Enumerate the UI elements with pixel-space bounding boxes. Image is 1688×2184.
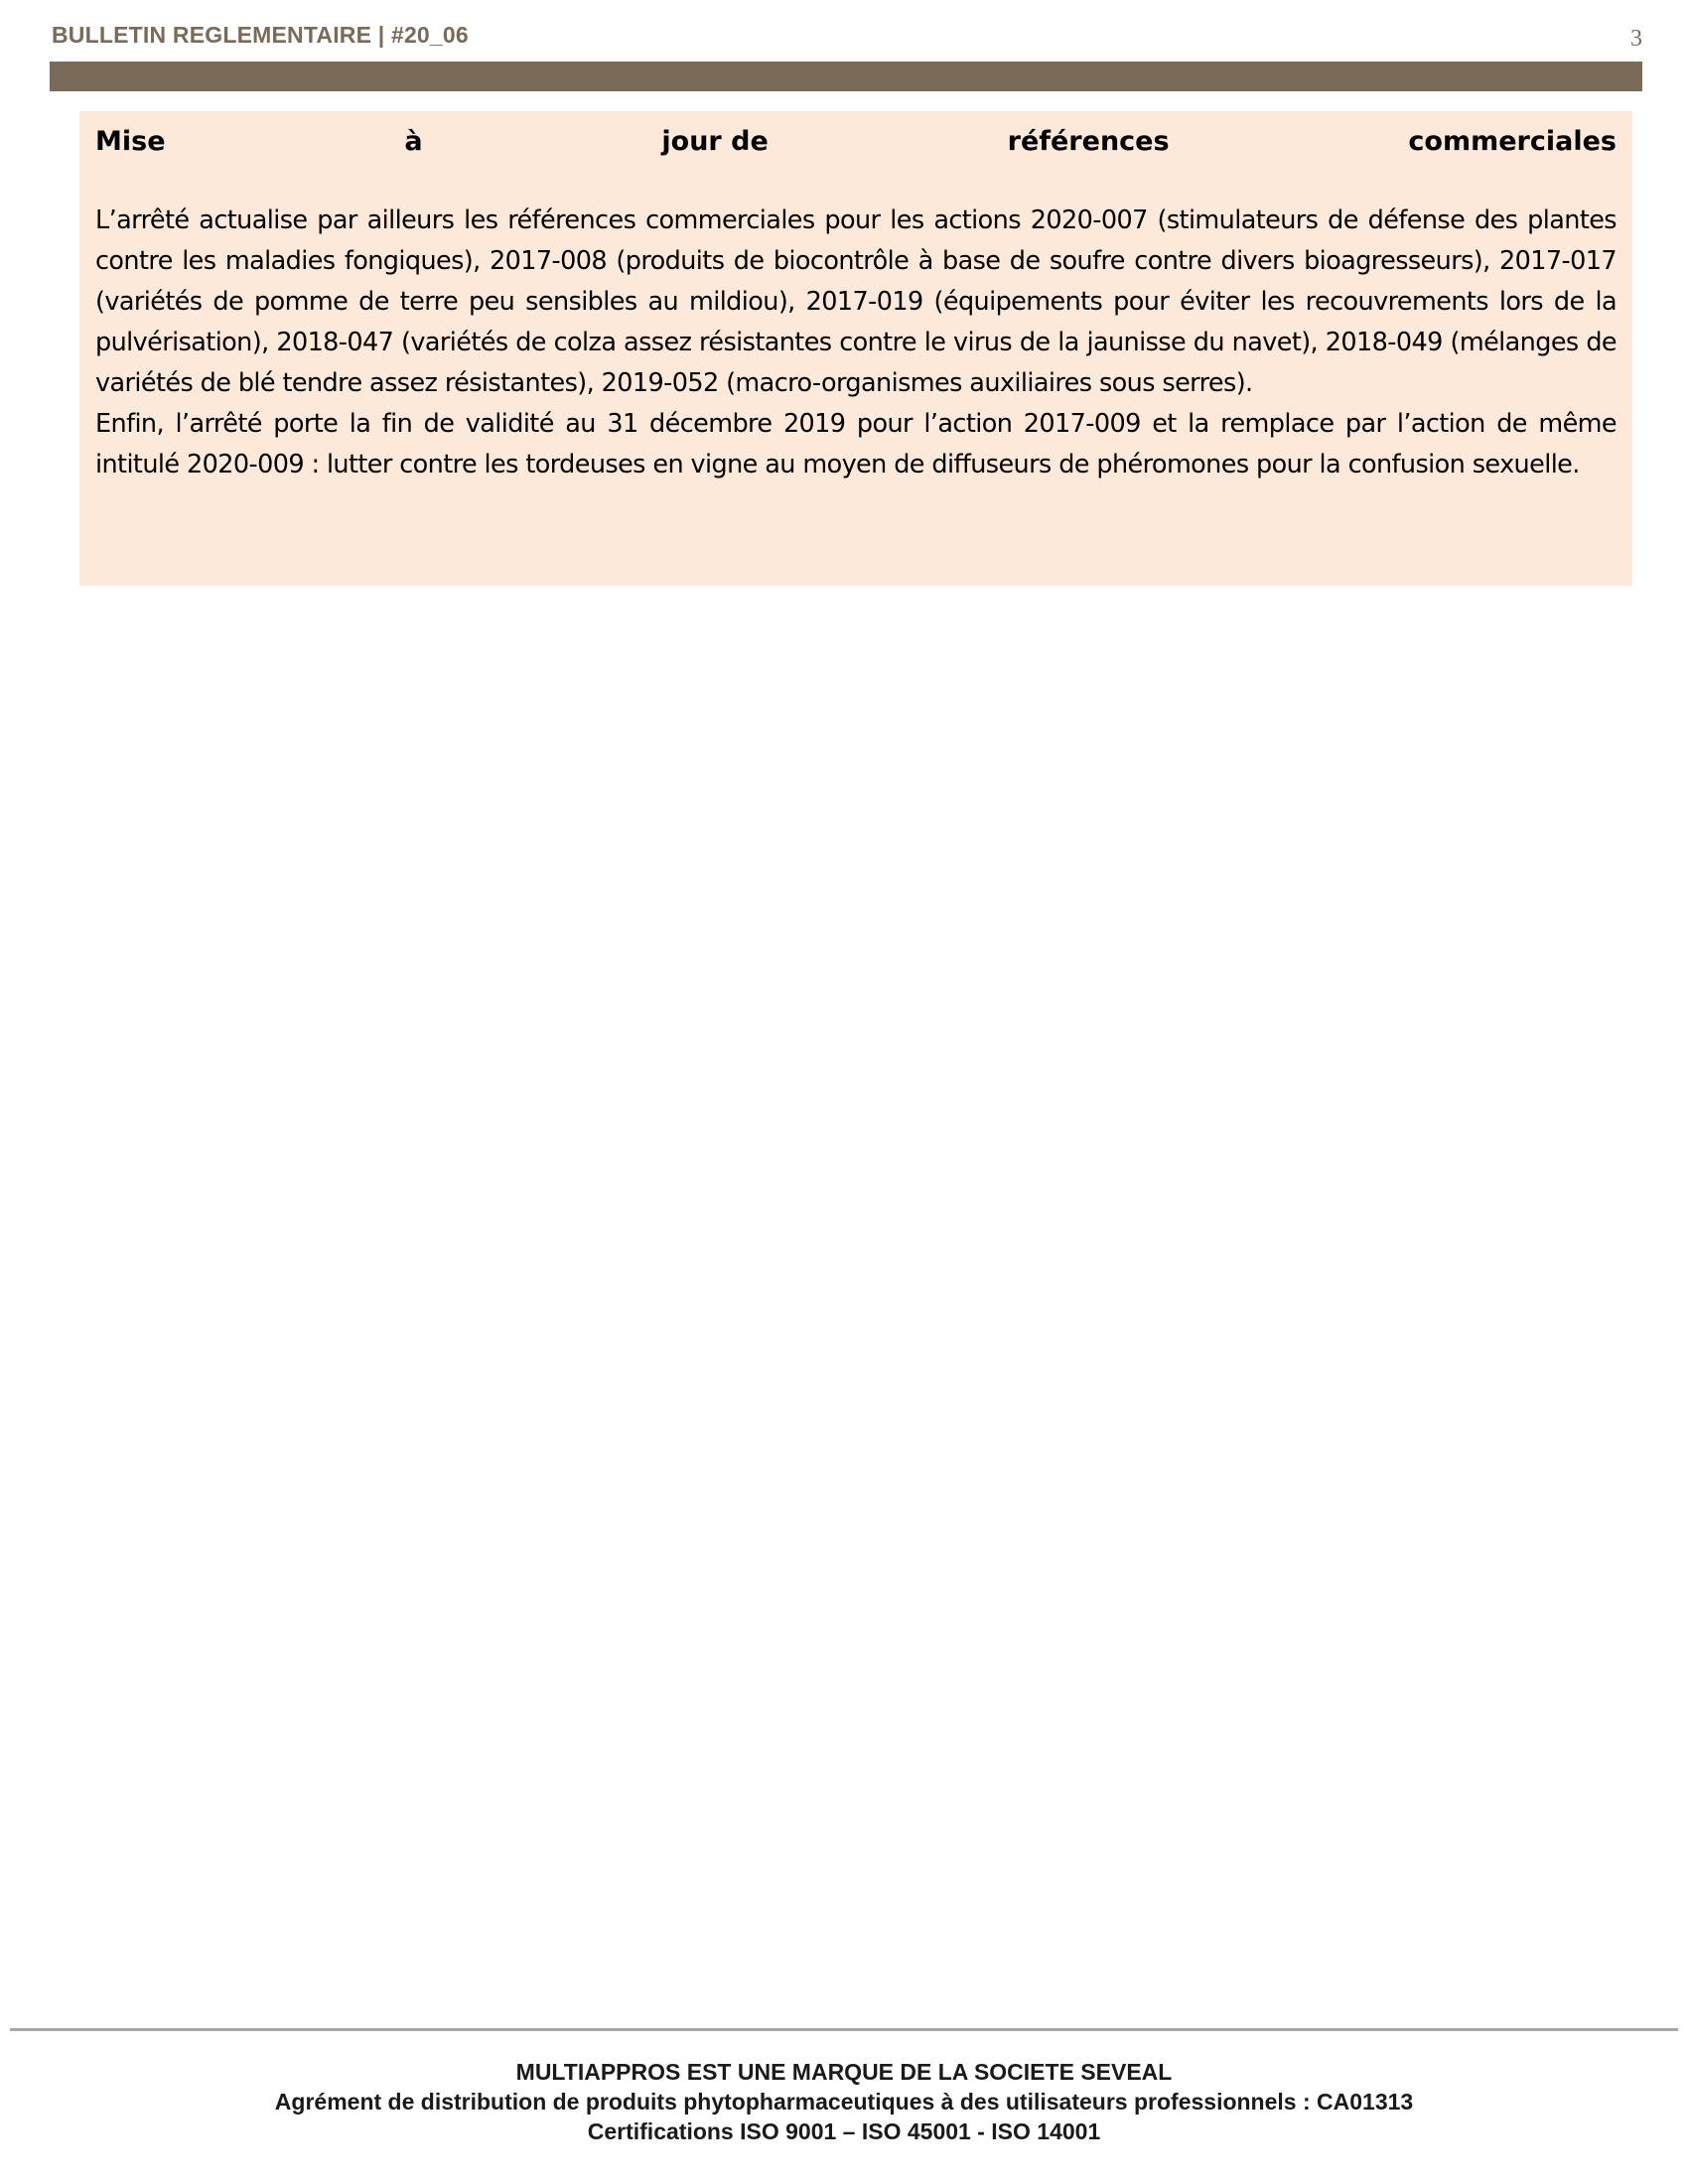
page-number: 3	[1630, 26, 1642, 52]
section-title-word: Mise	[95, 126, 166, 157]
header-title: BULLETIN REGLEMENTAIRE | #20_06	[52, 22, 469, 48]
footer-certifications-line: Certifications ISO 9001 – ISO 45001 - ISO 14001	[587, 2118, 1101, 2144]
footer	[0, 2057, 1688, 2146]
section-title-word: références	[1007, 126, 1170, 157]
footer-divider	[10, 2028, 1678, 2031]
section-title-word: à	[404, 126, 423, 157]
section-title-word: commerciales	[1408, 126, 1617, 157]
paragraph: Enfin, l’arrêté porte la fin de validité au 31 décembre 2019 pour l’action 2017-009 et la remplace par l’action de même intitulé 2020-009 : lutter contre les tordeuses en vigne au moyen de diffuseurs de phéromones pour la confusion sexuelle.	[95, 409, 1617, 479]
section-title-word: jour de	[661, 126, 769, 157]
header-bar	[50, 62, 1642, 91]
paragraph: L’arrêté actualise par ailleurs les références commerciales pour les actions 2020-007 (stimulateurs de défense des plantes contre les maladies fongiques), 2017-008 (produits de biocontrôle à base de soufre contre divers bioagresseurs), 2017-017 (variétés de pomme de terre peu sensibles au mildiou), 2017-019 (équipements pour éviter les recouvrements lors de la pulvérisation), 2018-047 (variétés de colza assez résistantes contre le virus de la jaunisse du navet), 2018-049 (mélanges de variétés de blé tendre assez résistantes), 2019-052 (macro-organismes auxiliaires sous serres).	[95, 205, 1617, 398]
section-title	[95, 111, 1617, 161]
section-body	[95, 201, 1617, 485]
footer-company-line: MULTIAPPROS EST UNE MARQUE DE LA SOCIETE SEVEAL	[515, 2059, 1173, 2085]
content-box	[79, 111, 1632, 586]
footer-agreement-line: Agrément de distribution de produits phytopharmaceutiques à des utilisateurs professionnels : CA01313	[274, 2089, 1414, 2115]
